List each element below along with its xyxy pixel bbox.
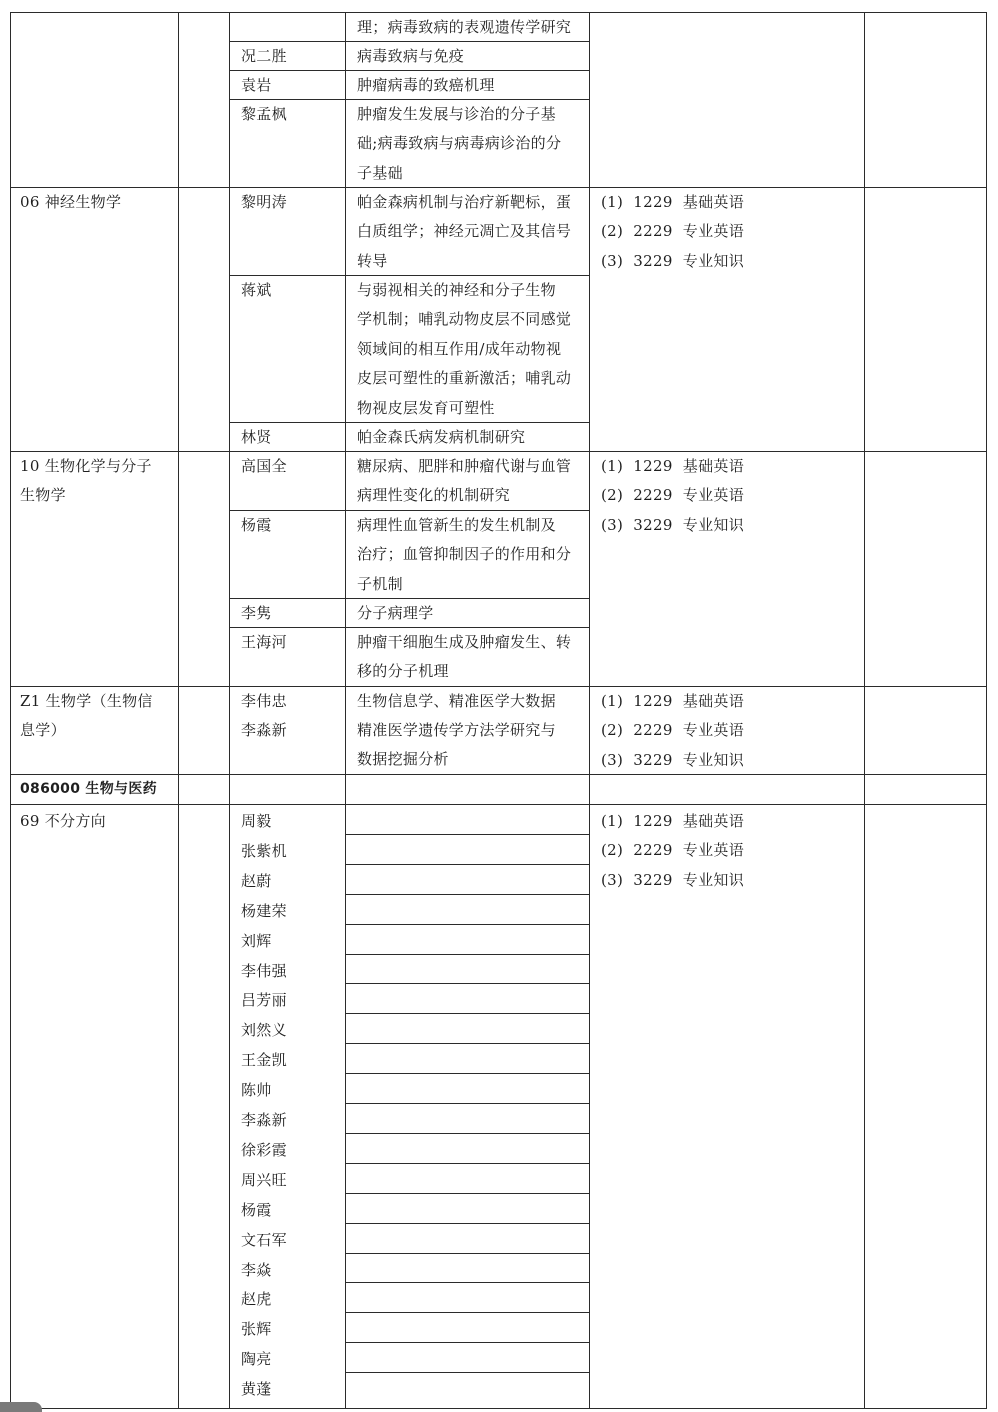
- corner-shadow: [0, 1402, 42, 1412]
- advisor-divider: [345, 894, 590, 895]
- table-bottom-border: [10, 1408, 987, 1409]
- direction-label: 息学）: [20, 721, 66, 740]
- advisor-name: 刘然义: [241, 1021, 287, 1040]
- advisor-name: 袁岩: [241, 76, 272, 94]
- direction-label: 10 生物化学与分子: [20, 457, 152, 475]
- column-line: [10, 12, 11, 1409]
- advisor-name: 杨建荣: [241, 901, 287, 920]
- advisor-name: 赵蔚: [241, 871, 272, 890]
- research-text: 移的分子机理: [357, 662, 449, 681]
- exam-subject: (1) 1229 基础英语: [601, 812, 744, 830]
- exam-subject: (3) 3229 专业知识: [601, 870, 744, 889]
- research-text: 理；病毒致病的表观遗传学研究: [357, 18, 572, 36]
- advisor-divider: [345, 1312, 590, 1313]
- advisor-name: 李焱: [241, 1260, 272, 1279]
- advisor-divider: [345, 1193, 590, 1194]
- research-text: 病理性血管新生的发生机制及: [357, 516, 556, 534]
- research-text: 肿瘤发生发展与诊治的分子基: [357, 105, 556, 123]
- column-line: [345, 12, 346, 1409]
- advisor-name: 黎孟枫: [241, 105, 287, 123]
- advisor-divider: [345, 1342, 590, 1343]
- research-text: 皮层可塑性的重新激活；哺乳动: [357, 369, 572, 388]
- research-text: 子机制: [357, 574, 403, 593]
- advisor-name: 蒋斌: [241, 281, 272, 299]
- exam-subject: (1) 1229 基础英语: [601, 193, 744, 211]
- advisor-name: 李淼新: [241, 721, 287, 739]
- advisor-name: 杨霞: [241, 516, 272, 534]
- advisor-divider: [345, 954, 590, 955]
- column-line: [986, 12, 987, 1409]
- advisor-name: 赵虎: [241, 1290, 272, 1309]
- research-text: 物视皮层发育可塑性: [357, 398, 495, 417]
- research-text: 治疗；血管抑制因子的作用和分: [357, 545, 572, 564]
- exam-subject: (3) 3229 专业知识: [601, 515, 744, 534]
- row-border: [10, 804, 987, 805]
- advisor-divider: [345, 1073, 590, 1074]
- research-text: 数据挖掘分析: [357, 750, 449, 769]
- advisor-name: 况二胜: [241, 47, 287, 65]
- advisor-name: 徐彩霞: [241, 1140, 287, 1159]
- exam-subject: (2) 2229 专业英语: [601, 721, 744, 740]
- advisor-divider: [345, 1013, 590, 1014]
- advisor-divider: [345, 983, 590, 984]
- column-line: [589, 12, 590, 1409]
- advisor-name: 吕芳丽: [241, 991, 287, 1010]
- research-text: 病理性变化的机制研究: [357, 486, 511, 505]
- exam-subject: (1) 1229 基础英语: [601, 692, 744, 710]
- research-text: 子基础: [357, 163, 403, 182]
- exam-subject: (2) 2229 专业英语: [601, 841, 744, 860]
- major-header: 086000 生物与医药: [20, 781, 157, 797]
- direction-label: 生物学: [20, 486, 66, 505]
- research-text: 精准医学遗传学方法学研究与: [357, 721, 556, 739]
- advisor-name: 刘辉: [241, 931, 272, 950]
- research-text: 肿瘤干细胞生成及肿瘤发生、转: [357, 633, 572, 651]
- advisor-name: 李伟忠: [241, 692, 287, 710]
- research-text: 分子病理学: [357, 604, 434, 622]
- advisor-divider: [345, 924, 590, 925]
- advisor-name: 高国全: [241, 457, 287, 475]
- research-text: 生物信息学、精准医学大数据: [357, 692, 556, 710]
- advisor-divider: [345, 1253, 590, 1254]
- advisor-divider: [345, 1043, 590, 1044]
- research-text: 础;病毒致病与病毒病诊治的分: [357, 134, 562, 153]
- exam-subject: (3) 3229 专业知识: [601, 750, 744, 769]
- advisor-divider: [345, 1103, 590, 1104]
- advisor-name: 黄蓬: [241, 1380, 272, 1399]
- research-text: 白质组学；神经元凋亡及其信号: [357, 222, 572, 241]
- exam-subject: (2) 2229 专业英语: [601, 486, 744, 505]
- column-line: [178, 12, 179, 1409]
- research-text: 帕金森氏病发病机制研究: [357, 428, 526, 446]
- research-text: 糖尿病、肥胖和肿瘤代谢与血管: [357, 457, 572, 475]
- research-text: 肿瘤病毒的致癌机理: [357, 76, 495, 94]
- research-text: 学机制；哺乳动物皮层不同感觉: [357, 310, 572, 329]
- advisor-name: 陈帅: [241, 1081, 272, 1100]
- advisor-divider: [345, 1223, 590, 1224]
- advisor-name: 王金凯: [241, 1051, 287, 1070]
- advisor-name: 文石军: [241, 1230, 287, 1249]
- advisor-divider: [345, 1372, 590, 1373]
- advisor-name: 周毅: [241, 812, 272, 830]
- advisor-name: 王海河: [241, 633, 287, 651]
- advisor-name: 周兴旺: [241, 1170, 287, 1189]
- column-line: [229, 12, 230, 1409]
- advisor-name: 张辉: [241, 1320, 272, 1339]
- advisor-name: 李隽: [241, 604, 272, 622]
- direction-label: 69 不分方向: [20, 812, 106, 830]
- research-text: 转导: [357, 251, 388, 270]
- advisor-name: 李伟强: [241, 961, 287, 980]
- advisor-name: 黎明涛: [241, 193, 287, 211]
- advisor-divider: [345, 834, 590, 835]
- research-text: 帕金森病机制与治疗新靶标，蛋: [357, 193, 572, 211]
- exam-subject: (2) 2229 专业英语: [601, 222, 744, 241]
- advisor-divider: [345, 1282, 590, 1283]
- research-text: 病毒致病与免疫: [357, 47, 465, 65]
- advisor-divider: [345, 1163, 590, 1164]
- direction-label: 06 神经生物学: [20, 193, 122, 211]
- exam-subject: (3) 3229 专业知识: [601, 251, 744, 270]
- advisor-name: 杨霞: [241, 1200, 272, 1219]
- advisor-name: 陶亮: [241, 1350, 272, 1369]
- advisor-name: 李淼新: [241, 1111, 287, 1129]
- advisor-name: 张紫机: [241, 841, 287, 860]
- advisor-divider: [345, 1133, 590, 1134]
- column-line: [864, 12, 865, 1409]
- research-text: 领域间的相互作用/成年动物视: [357, 339, 562, 358]
- direction-label: Z1 生物学（生物信: [20, 692, 153, 710]
- advisor-name: 林贤: [241, 428, 272, 446]
- research-text: 与弱视相关的神经和分子生物: [357, 281, 556, 299]
- exam-subject: (1) 1229 基础英语: [601, 457, 744, 475]
- advisor-divider: [345, 864, 590, 865]
